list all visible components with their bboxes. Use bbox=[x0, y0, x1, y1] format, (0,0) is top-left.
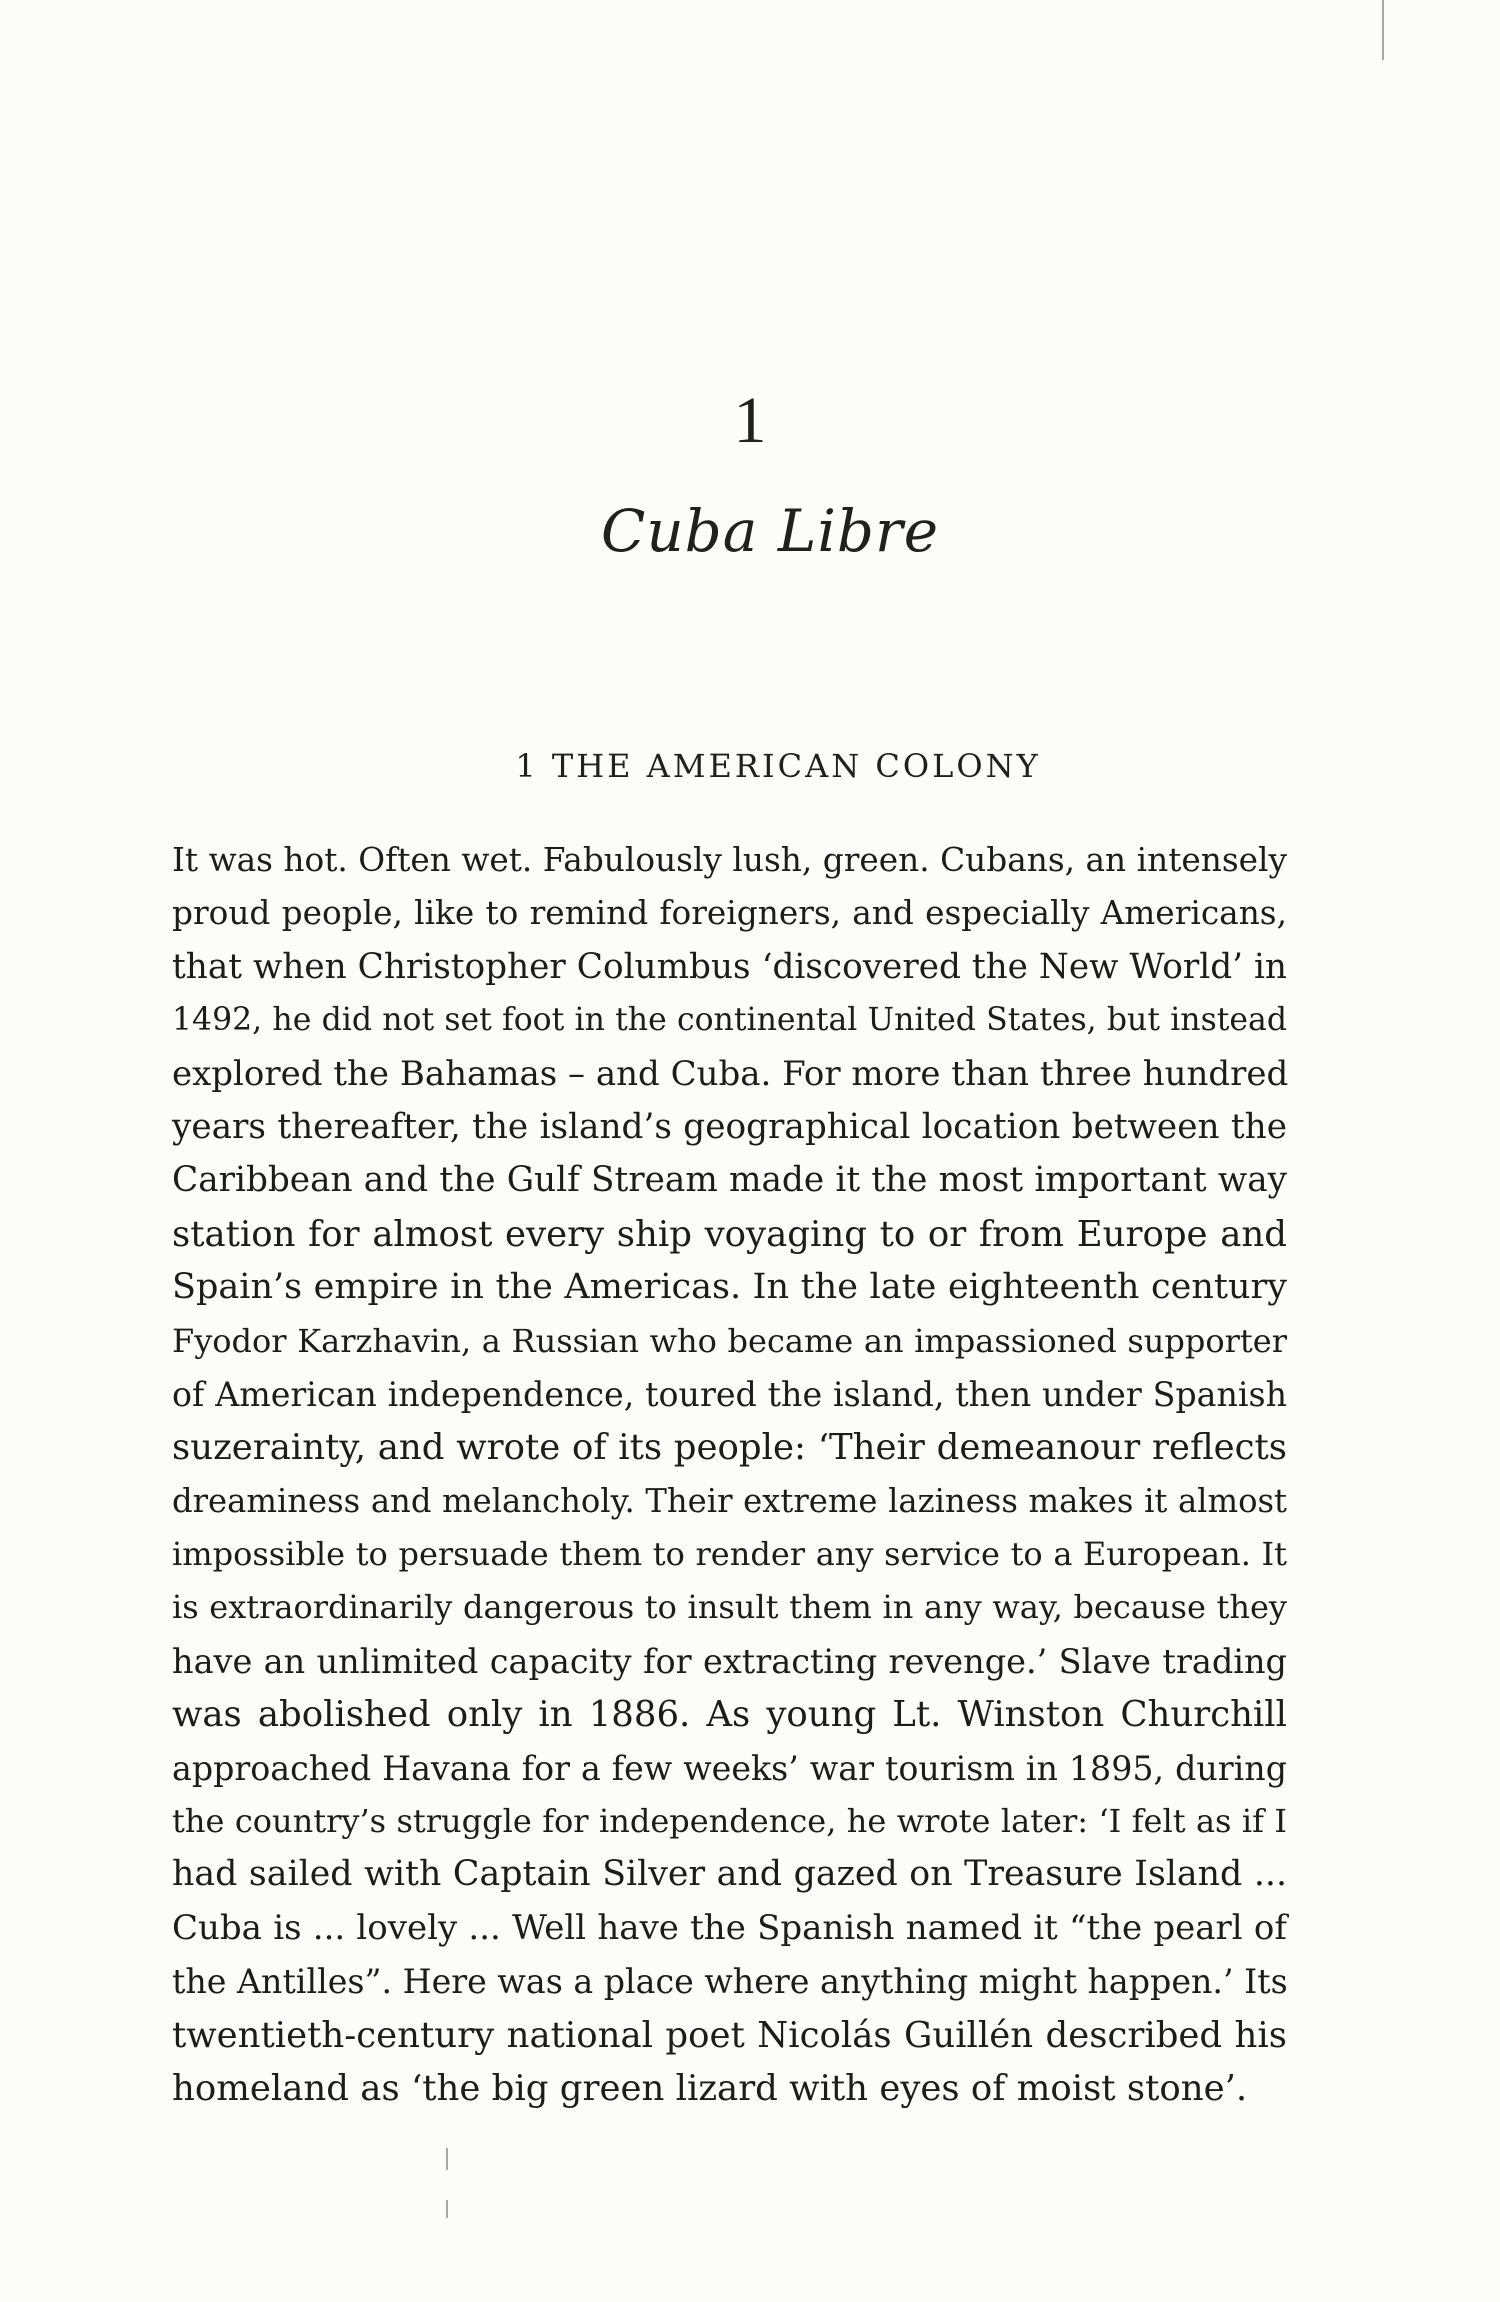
body-line: years thereafter, the island’s geographical location between the bbox=[172, 1106, 1287, 1147]
body-line: the country’s struggle for independence, he wrote later: ‘I felt as if I bbox=[172, 1802, 1287, 1841]
body-line: of American independence, toured the island, then under Spanish bbox=[172, 1374, 1287, 1414]
scan-speck bbox=[1382, 0, 1384, 60]
body-line: the Antilles”. Here was a place where anything might happen.’ Its bbox=[172, 1962, 1288, 2002]
scan-speck bbox=[446, 2200, 448, 2218]
body-line: approached Havana for a few weeks’ war tourism in 1895, during bbox=[172, 1748, 1287, 1788]
body-line: proud people, like to remind foreigners, and especially Americans, bbox=[172, 894, 1287, 933]
body-line: that when Christopher Columbus ‘discovered the New World’ in bbox=[172, 946, 1287, 987]
body-paragraph bbox=[172, 834, 1287, 2115]
body-line: dreaminess and melancholy. Their extreme laziness makes it almost bbox=[172, 1481, 1287, 1520]
chapter-title: Cuba Libre bbox=[600, 497, 940, 565]
body-line: 1492, he did not set foot in the continental United States, but instead bbox=[172, 1002, 1287, 1039]
chapter-number: 1 bbox=[733, 384, 767, 457]
body-line: station for almost every ship voyaging to or from Europe and bbox=[172, 1213, 1287, 1255]
body-line: suzerainty, and wrote of its people: ‘Their demeanour reflects bbox=[172, 1427, 1287, 1469]
body-line: Caribbean and the Gulf Stream made it the most important way bbox=[172, 1160, 1287, 1201]
body-line: Spain’s empire in the Americas. In the late eighteenth century bbox=[172, 1267, 1287, 1308]
section-heading: 1 THE AMERICAN COLONY bbox=[515, 747, 1041, 785]
body-line: impossible to persuade them to render any service to a European. It bbox=[172, 1535, 1287, 1574]
body-line: Fyodor Karzhavin, a Russian who became an impassioned supporter bbox=[172, 1321, 1287, 1360]
body-line: explored the Bahamas – and Cuba. For more than three hundred bbox=[172, 1053, 1289, 1094]
body-line: was abolished only in 1886. As young Lt. Winston Churchill bbox=[172, 1694, 1287, 1736]
body-line: have an unlimited capacity for extracting revenge.’ Slave trading bbox=[172, 1641, 1287, 1681]
body-line: homeland as ‘the big green lizard with eyes of moist stone’. bbox=[172, 2067, 1248, 2109]
body-line: Cuba is ... lovely ... Well have the Spanish named it “the pearl of bbox=[172, 1907, 1287, 1948]
body-line: had sailed with Captain Silver and gazed on Treasure Island ... bbox=[172, 1854, 1287, 1895]
body-line: It was hot. Often wet. Fabulously lush, green. Cubans, an intensely bbox=[172, 841, 1287, 879]
body-line: twentieth-century national poet Nicolás Guillén described his bbox=[172, 2014, 1287, 2056]
scan-speck bbox=[446, 2148, 448, 2170]
body-line: is extraordinarily dangerous to insult them in any way, because they bbox=[172, 1588, 1287, 1627]
